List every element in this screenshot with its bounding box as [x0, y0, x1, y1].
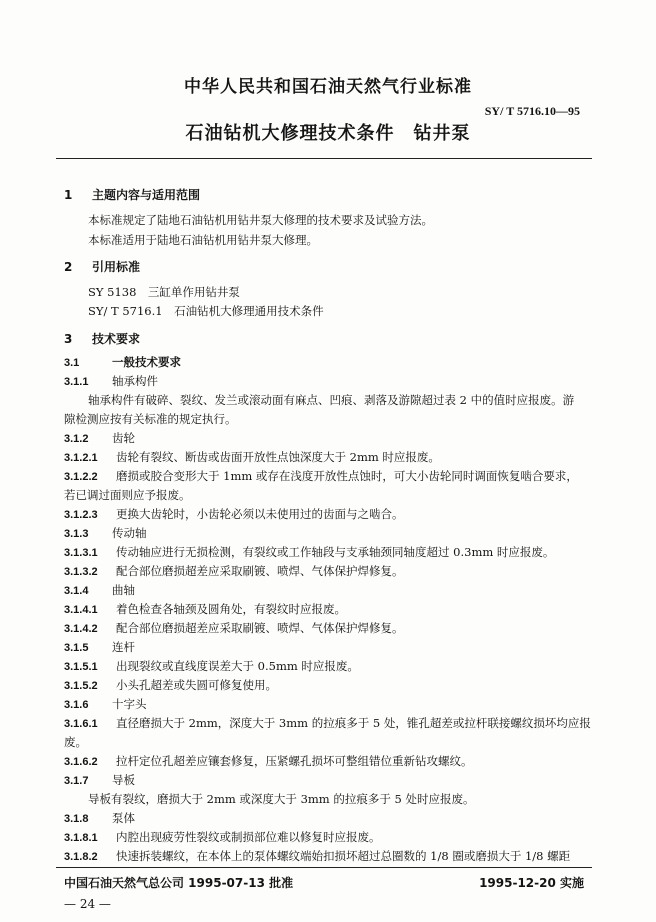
clause-3-1-2-1 — [64, 449, 440, 465]
clause-3-1-6 — [64, 696, 147, 712]
clause-3-1-7 — [64, 772, 135, 788]
clause-number: 3.1.1 — [64, 376, 89, 388]
section-1-paragraph-1: 本标准规定了陆地石油钻机用钻井泵大修理的技术要求及试验方法。 — [88, 213, 433, 227]
reference-item-2: SY/ T 5716.1 石油钻机大修理通用技术条件 — [88, 304, 324, 318]
clause-number: 3.1.6 — [64, 699, 89, 711]
clause-text: 内腔出现疲劳性裂纹或制损部位难以修复时应报废。 — [116, 830, 381, 844]
standard-title: 中华人民共和国石油天然气行业标准 — [184, 77, 472, 97]
standard-code: SY/ T 5716.10—95 — [484, 104, 580, 118]
clause-number: 3.1.5.1 — [64, 661, 98, 673]
clause-3-1-8 — [64, 810, 135, 826]
clause-3-1-3-2 — [64, 563, 404, 579]
clause-title: 十字头 — [112, 697, 147, 711]
clause-number: 3.1.4.2 — [64, 623, 98, 635]
clause-3-1-2-2 — [64, 468, 578, 484]
clause-title: 导板 — [112, 773, 135, 787]
clause-text: 小头孔超差或失圆可修复使用。 — [116, 678, 277, 692]
clause-3-1-3 — [64, 525, 147, 541]
implementation-date: 1995-12-20 实施 — [479, 876, 584, 890]
clause-number: 3.1.2.1 — [64, 452, 98, 464]
clause-number: 3.1.8.2 — [64, 851, 98, 863]
clause-3-1-4-2 — [64, 620, 404, 636]
clause-title: 一般技术要求 — [112, 355, 181, 369]
clause-3-1 — [64, 354, 181, 370]
clause-3-1-5 — [64, 639, 135, 655]
clause-text: 更换大齿轮时，小齿轮必须以未使用过的齿面与之啮合。 — [116, 507, 404, 521]
clause-3-1-6-1-continuation: 废。 — [64, 735, 87, 749]
clause-number: 3.1.3.2 — [64, 566, 98, 578]
clause-text: 配合部位磨损超差应采取刷镀、喷焊、气体保护焊修复。 — [116, 564, 404, 578]
clause-title: 连杆 — [112, 640, 135, 654]
section-2-title: 引用标准 — [92, 260, 141, 274]
clause-number: 3.1.3 — [64, 528, 89, 540]
clause-3-1-2 — [64, 430, 135, 446]
section-3-heading — [64, 330, 140, 347]
clause-text: 磨损或胶合变形大于 1mm 或存在浅度开放性点蚀时，可大小齿轮同时调面恢复啮合要求， — [116, 469, 578, 483]
clause-number: 3.1.6.2 — [64, 756, 98, 768]
page-number: — 24 — — [64, 897, 111, 911]
section-2-number: 2 — [64, 260, 73, 274]
clause-number: 3.1.7 — [64, 775, 89, 787]
header-rule — [56, 158, 592, 159]
clause-title: 传动轴 — [112, 526, 147, 540]
section-3-number: 3 — [64, 332, 73, 346]
document-title: 石油钻机大修理技术条件 钻井泵 — [185, 123, 471, 144]
clause-text: 出现裂纹或直线度误差大于 0.5mm 时应报废。 — [116, 659, 359, 673]
clause-text: 着色检查各轴颈及圆角处，有裂纹时应报废。 — [116, 602, 346, 616]
clause-number: 3.1 — [64, 357, 80, 369]
clause-number: 3.1.4.1 — [64, 604, 98, 616]
clause-text: 配合部位磨损超差应采取刷镀、喷焊、气体保护焊修复。 — [116, 621, 404, 635]
clause-title: 齿轮 — [112, 431, 135, 445]
approval-note: 中国石油天然气总公司 1995-07-13 批准 — [64, 876, 294, 890]
clause-number: 3.1.8.1 — [64, 832, 98, 844]
clause-number: 3.1.2.3 — [64, 509, 98, 521]
clause-3-1-4 — [64, 582, 135, 598]
clause-text: 直径磨损大于 2mm，深度大于 3mm 的拉痕多于 5 处，锥孔超差或拉杆联接螺纹损坏均应报 — [116, 716, 591, 730]
clause-3-1-8-1 — [64, 829, 381, 845]
clause-number: 3.1.8 — [64, 813, 89, 825]
clause-title: 泵体 — [112, 811, 135, 825]
clause-text: 拉杆定位孔超差应镶套修复，压紧螺孔损坏可整组错位重新钻攻螺纹。 — [116, 754, 473, 768]
section-1-number: 1 — [64, 188, 73, 202]
clause-3-1-8-2 — [64, 848, 570, 864]
clause-3-1-7-text: 导板有裂纹，磨损大于 2mm 或深度大于 3mm 的拉痕多于 5 处时应报废。 — [88, 792, 475, 806]
section-1-paragraph-2: 本标准适用于陆地石油钻机用钻井泵大修理。 — [88, 233, 318, 247]
clause-text: 齿轮有裂纹、断齿或齿面开放性点蚀深度大于 2mm 时应报废。 — [116, 450, 440, 464]
clause-3-1-6-2 — [64, 753, 473, 769]
clause-3-1-2-3 — [64, 506, 404, 522]
clause-3-1-2-2-continuation: 若已调过面则应予报废。 — [64, 488, 191, 502]
clause-number: 3.1.5 — [64, 642, 89, 654]
section-2-heading — [64, 258, 140, 275]
clause-title: 轴承构件 — [112, 374, 158, 388]
clause-3-1-1-text-line-1: 轴承构件有破碎、裂纹、发兰或滚动面有麻点、凹痕、剥落及游隙超过表 2 中的值时应报废。游 — [88, 393, 575, 407]
section-3-title: 技术要求 — [92, 332, 141, 346]
clause-3-1-5-2 — [64, 677, 277, 693]
footer-rule — [56, 867, 592, 868]
reference-item-1: SY 5138 三缸单作用钻井泵 — [88, 285, 240, 299]
clause-text: 传动轴应进行无损检测，有裂纹或工作轴段与支承轴颈同轴度超过 0.3mm 时应报废。 — [116, 545, 555, 559]
clause-number: 3.1.3.1 — [64, 547, 98, 559]
clause-3-1-6-1 — [64, 715, 591, 731]
clause-3-1-4-1 — [64, 601, 346, 617]
clause-text: 快速拆装螺纹，在本体上的泵体螺纹端始扣损坏超过总圈数的 1/8 圈或磨损大于 1/8 螺距 — [116, 849, 571, 863]
clause-number: 3.1.5.2 — [64, 680, 98, 692]
clause-number: 3.1.4 — [64, 585, 89, 597]
clause-title: 曲轴 — [112, 583, 135, 597]
section-1-title: 主题内容与适用范围 — [92, 188, 201, 202]
clause-number: 3.1.6.1 — [64, 718, 98, 730]
section-1-heading — [64, 186, 200, 203]
clause-number: 3.1.2 — [64, 433, 89, 445]
clause-3-1-1-text-line-2: 隙检测应按有关标准的规定执行。 — [64, 412, 237, 426]
clause-3-1-3-1 — [64, 544, 554, 560]
clause-number: 3.1.2.2 — [64, 471, 98, 483]
clause-3-1-1 — [64, 373, 158, 389]
clause-3-1-5-1 — [64, 658, 359, 674]
